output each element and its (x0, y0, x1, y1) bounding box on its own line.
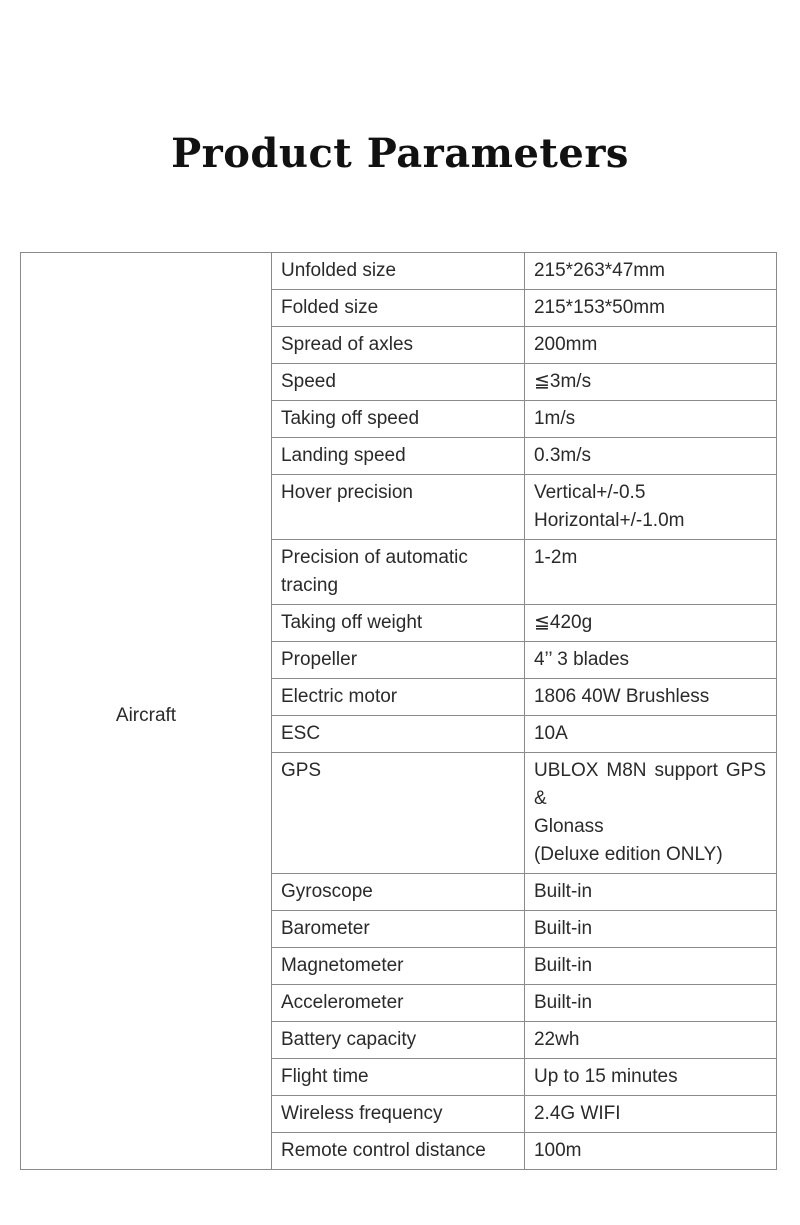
parameter-value-line: Built-in (533, 992, 593, 1013)
parameter-value-line: 10A (533, 723, 568, 744)
parameter-value-line: 215*153*50mm (533, 297, 665, 318)
parameter-value (524, 327, 776, 364)
parameter-value (524, 679, 776, 716)
parameter-value-line: 1-2m (533, 547, 578, 568)
group-label: Aircraft (115, 705, 177, 726)
parameter-name: Spread of axles (271, 327, 524, 364)
parameter-name: Landing speed (271, 438, 524, 475)
parameter-value (524, 401, 776, 438)
parameter-name: Accelerometer (271, 985, 524, 1022)
parameter-value (524, 985, 776, 1022)
parameter-value-line: 22wh (533, 1029, 580, 1050)
parameter-value-line: UBLOX M8N support GPS & (533, 760, 766, 809)
parameter-name: Magnetometer (271, 948, 524, 985)
parameters-table (20, 252, 777, 1170)
group-cell (21, 253, 272, 1170)
parameter-value-line: Built-in (533, 955, 593, 976)
parameter-value (524, 948, 776, 985)
table-row (21, 253, 777, 290)
parameter-value (524, 1133, 776, 1170)
parameter-value (524, 874, 776, 911)
parameter-name: ESC (271, 716, 524, 753)
parameter-name: Hover precision (271, 475, 524, 540)
parameter-value (524, 1022, 776, 1059)
parameter-value-line: 215*263*47mm (533, 260, 665, 281)
parameter-value-line: 0.3m/s (533, 445, 592, 466)
parameter-value-line: ≦3m/s (533, 371, 592, 392)
parameters-table-body (21, 253, 777, 1170)
parameter-name: Speed (271, 364, 524, 401)
parameter-value-line: Built-in (533, 881, 593, 902)
parameter-name: Wireless frequency (271, 1096, 524, 1133)
parameter-value (524, 438, 776, 475)
parameter-name: GPS (271, 753, 524, 874)
parameter-value-line: ≦420g (533, 612, 593, 633)
parameter-value (524, 1059, 776, 1096)
parameter-name: Battery capacity (271, 1022, 524, 1059)
parameter-value (524, 605, 776, 642)
parameter-name: Folded size (271, 290, 524, 327)
parameter-value (524, 911, 776, 948)
parameter-value (524, 642, 776, 679)
parameter-name: Unfolded size (271, 253, 524, 290)
parameter-value-line: Up to 15 minutes (533, 1066, 678, 1087)
parameter-name: Remote control distance (271, 1133, 524, 1170)
parameter-value (524, 753, 776, 874)
parameter-value-line: Vertical+/-0.5 (533, 482, 646, 503)
parameter-value (524, 364, 776, 401)
parameter-name: Taking off speed (271, 401, 524, 438)
parameter-value-line: 100m (533, 1140, 582, 1161)
parameter-value-line: 1m/s (533, 408, 576, 429)
parameter-value-line: 4’’ 3 blades (533, 649, 630, 670)
parameter-value (524, 253, 776, 290)
parameter-name: Electric motor (271, 679, 524, 716)
parameter-value-line: Horizontal+/-1.0m (533, 510, 685, 531)
parameter-value (524, 540, 776, 605)
parameter-name: Precision of automatic tracing (271, 540, 524, 605)
parameter-value-line: 1806 40W Brushless (533, 686, 710, 707)
parameter-value (524, 475, 776, 540)
parameter-value-line: 200mm (533, 334, 598, 355)
parameter-name: Taking off weight (271, 605, 524, 642)
parameter-value-line: 2.4G WIFI (533, 1103, 621, 1124)
parameter-value (524, 290, 776, 327)
parameter-value (524, 1096, 776, 1133)
parameter-value-line: (Deluxe edition ONLY) (533, 844, 723, 865)
parameter-name: Gyroscope (271, 874, 524, 911)
parameter-name: Propeller (271, 642, 524, 679)
parameter-value (524, 716, 776, 753)
parameter-name: Barometer (271, 911, 524, 948)
parameter-value-line: Built-in (533, 918, 593, 939)
parameter-value-line: Glonass (533, 816, 604, 837)
page-title: Product Parameters (171, 130, 629, 177)
parameter-name: Flight time (271, 1059, 524, 1096)
